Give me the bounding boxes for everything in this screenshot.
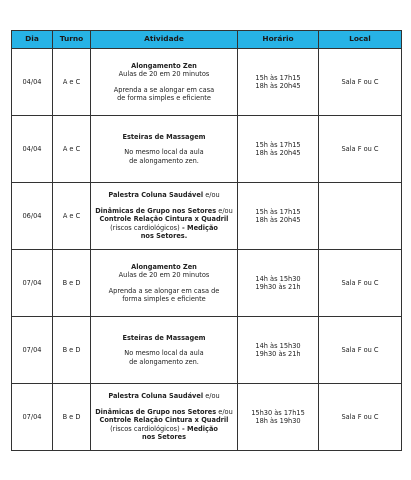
activity-subtitle: Aulas de 20 em 20 minutos bbox=[118, 70, 210, 79]
cell-turno: B e D bbox=[53, 250, 91, 317]
header-row bbox=[12, 31, 402, 49]
time-slot: 14h às 15h30 bbox=[255, 341, 301, 350]
cell-local: Sala F ou C bbox=[319, 250, 402, 317]
table-row bbox=[12, 116, 402, 183]
activity-title: Esteiras de Massagem bbox=[122, 132, 206, 141]
time-slot: 18h às 19h30 bbox=[255, 417, 301, 425]
activity-line bbox=[93, 207, 235, 215]
activity-title: Dinâmicas de Grupo nos Setores bbox=[95, 206, 217, 215]
activity-title: Palestra Coluna Saudável bbox=[108, 392, 204, 401]
activity-title: Alongamento Zen bbox=[131, 61, 197, 70]
cell-horario bbox=[238, 116, 319, 183]
cell-turno: B e D bbox=[53, 384, 91, 451]
activity-description: (riscos cardiológicos) bbox=[110, 223, 180, 232]
cell-dia: 04/04 bbox=[12, 49, 53, 116]
header-local: Local bbox=[319, 31, 402, 49]
cell-local bbox=[319, 183, 402, 250]
table-row bbox=[12, 183, 402, 250]
header-atividade: Atividade bbox=[91, 31, 238, 49]
time-slot: 15h às 17h15 bbox=[255, 207, 301, 216]
header-horario: Horário bbox=[238, 31, 319, 49]
activity-description: Aprenda a se alongar em casa bbox=[113, 85, 215, 94]
activity-subtitle: Aulas de 20 em 20 minutos bbox=[118, 271, 210, 280]
cell-horario bbox=[238, 183, 319, 250]
activity-description: Aprenda a se alongar em casa de bbox=[108, 286, 220, 295]
cell-dia: 07/04 bbox=[12, 317, 53, 384]
time-slot: 15h às 17h15 bbox=[255, 73, 301, 82]
table-row bbox=[12, 384, 402, 451]
table-row bbox=[12, 317, 402, 384]
activity-title: Alongamento Zen bbox=[131, 262, 197, 271]
cell-horario bbox=[238, 250, 319, 317]
activity-title: nos Setores. bbox=[140, 232, 188, 241]
activity-title: - Medição bbox=[179, 223, 218, 232]
header-dia: Dia bbox=[12, 31, 53, 49]
activity-description: No mesmo local da aula bbox=[124, 349, 204, 358]
cell-atividade bbox=[91, 49, 238, 116]
time-slot: 18h às 20h45 bbox=[255, 216, 301, 224]
cell-turno: B e D bbox=[53, 317, 91, 384]
activity-connector: e/ou bbox=[203, 191, 220, 200]
time-slot: 19h30 às 21h bbox=[255, 283, 301, 291]
cell-atividade bbox=[91, 384, 238, 451]
activity-description: de alongamento zen. bbox=[129, 156, 199, 165]
time-slot: 15h30 às 17h15 bbox=[251, 408, 305, 417]
cell-atividade bbox=[91, 183, 238, 250]
activity-connector: e/ou bbox=[216, 206, 233, 215]
time-slot: 19h30 às 21h bbox=[255, 350, 301, 358]
activity-line bbox=[93, 224, 235, 232]
activity-description: No mesmo local da aula bbox=[124, 148, 204, 157]
cell-horario bbox=[238, 49, 319, 116]
activity-title: Controle Relação Cintura x Quadril bbox=[99, 416, 229, 425]
cell-turno: A e C bbox=[53, 116, 91, 183]
activity-description: de alongamento zen. bbox=[129, 357, 199, 366]
cell-atividade bbox=[91, 317, 238, 384]
activity-line bbox=[93, 191, 235, 199]
activity-title: nos Setores bbox=[142, 433, 186, 442]
cell-horario bbox=[238, 384, 319, 451]
activity-description: (riscos cardiológicos) bbox=[110, 424, 180, 433]
schedule-table bbox=[11, 30, 402, 451]
cell-local: Sala F ou C bbox=[319, 384, 402, 451]
cell-local: Sala F ou C bbox=[319, 49, 402, 116]
cell-dia: 07/04 bbox=[12, 384, 53, 451]
time-slot: 15h às 17h15 bbox=[255, 140, 301, 149]
activity-line bbox=[93, 392, 235, 400]
header-turno: Turno bbox=[53, 31, 91, 49]
time-slot: 14h às 15h30 bbox=[255, 274, 301, 283]
activity-title: Dinâmicas de Grupo nos Setores bbox=[95, 407, 217, 416]
activity-line bbox=[93, 425, 235, 433]
table-row bbox=[12, 49, 402, 116]
cell-atividade bbox=[91, 250, 238, 317]
cell-turno: A e C bbox=[53, 49, 91, 116]
activity-connector: e/ou bbox=[203, 392, 220, 401]
cell-local: Sala F ou C bbox=[319, 116, 402, 183]
activity-connector: e/ou bbox=[216, 407, 233, 416]
cell-horario bbox=[238, 317, 319, 384]
cell-atividade bbox=[91, 116, 238, 183]
activity-description: forma simples e eficiente bbox=[122, 294, 206, 303]
cell-local: Sala F ou C bbox=[319, 317, 402, 384]
activity-description: de forma simples e eficiente bbox=[117, 93, 211, 102]
activity-title: - Medição bbox=[179, 424, 218, 433]
activity-title: Controle Relação Cintura x Quadril bbox=[99, 215, 229, 224]
activity-title: Esteiras de Massagem bbox=[122, 333, 206, 342]
cell-dia: 04/04 bbox=[12, 116, 53, 183]
time-slot: 18h às 20h45 bbox=[255, 82, 301, 90]
table-row bbox=[12, 250, 402, 317]
cell-dia: 06/04 bbox=[12, 183, 53, 250]
cell-dia: 07/04 bbox=[12, 250, 53, 317]
activity-line bbox=[93, 408, 235, 416]
activity-title: Palestra Coluna Saudável bbox=[108, 191, 204, 200]
cell-turno: A e C bbox=[53, 183, 91, 250]
time-slot: 18h às 20h45 bbox=[255, 149, 301, 157]
